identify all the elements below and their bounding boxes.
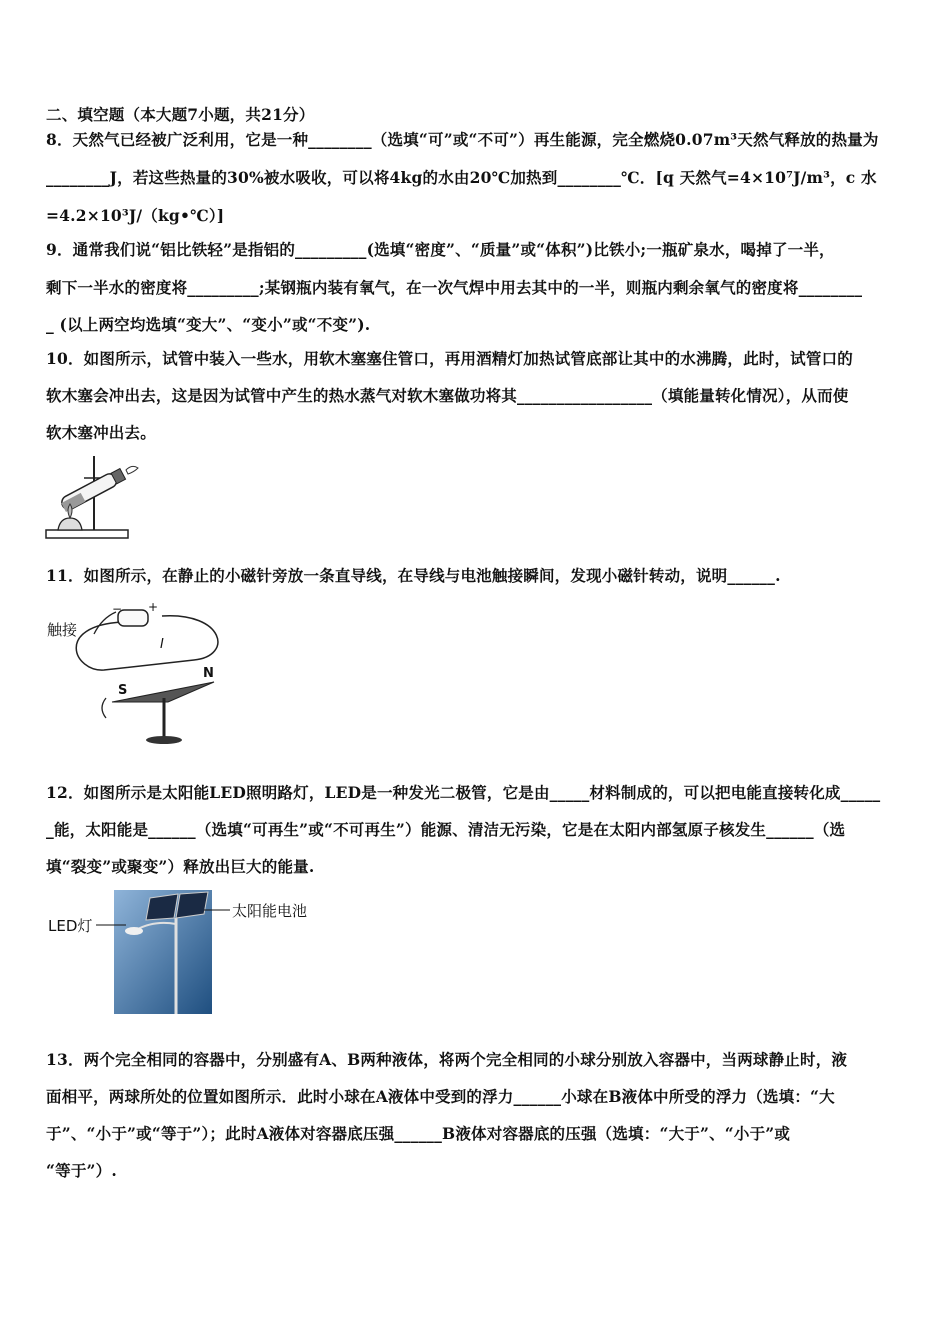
q12-line1: 12．如图所示是太阳能LED照明路灯，LED是一种发光二极管，它是由_____材料制成的，可以把电能直接转化成_____ bbox=[46, 783, 881, 802]
solar-pointer bbox=[204, 906, 230, 914]
q10-line3: 软木塞冲出去。 bbox=[46, 423, 156, 442]
battery-minus: − bbox=[112, 602, 123, 616]
solar-panel-left bbox=[146, 894, 178, 920]
battery-plus: + bbox=[148, 600, 159, 614]
stand-base bbox=[46, 530, 128, 538]
current-label: I bbox=[160, 637, 164, 652]
test-tube-figure bbox=[42, 452, 142, 544]
q9-line1: 9．通常我们说“铝比铁轻”是指铝的_________(选填“密度”、“质量”或“体积”)比铁小;一瓶矿泉水，喝掉了一半， bbox=[46, 240, 835, 259]
solar-label: 太阳能电池 bbox=[232, 902, 308, 920]
q10-line2: 软木塞会冲出去，这是因为试管中产生的热水蒸气对软木塞做功将其_________________（填能量转化情况），从而使 bbox=[46, 386, 849, 405]
q8-line1: 8．天然气已经被广泛利用，它是一种________（选填“可”或“不可”）再生能源，完全燃烧0.07m³天然气释放的热量为 bbox=[46, 130, 879, 149]
q12-line2: _能，太阳能是______（选填“可再生”或“不可再生”）能源、清洁无污染，它是在太阳内部氢原子核发生______（选 bbox=[46, 820, 846, 839]
q13-line3: 于”、“小于”或“等于”）；此时A液体对容器底压强______B液体对容器底的压强（选填：“大于”、“小于”或 bbox=[46, 1124, 791, 1143]
steam bbox=[126, 466, 138, 474]
q11-line1: 11．如图所示，在静止的小磁针旁放一条直导线，在导线与电池触接瞬间，发现小磁针转动，说明______. bbox=[46, 566, 781, 585]
q13-line1: 13．两个完全相同的容器中，分别盛有A、B两种液体，将两个完全相同的小球分别放入容器中，当两球静止时，液 bbox=[46, 1050, 848, 1069]
solar-panel-right bbox=[176, 892, 208, 918]
q9-line2: 剩下一半水的密度将_________;某钢瓶内装有氧气，在一次气焊中用去其中的一半，则瓶内剩余氧气的密度将________ bbox=[46, 278, 863, 297]
flame bbox=[68, 504, 72, 518]
q8-line3: =4.2×10³J/（kg•℃）] bbox=[46, 206, 225, 225]
alcohol-lamp bbox=[58, 518, 82, 530]
stand-foot bbox=[146, 736, 182, 744]
section-title: 二、填空题（本大题7小题，共21分） bbox=[46, 105, 315, 124]
battery bbox=[118, 610, 148, 626]
q9-line3: _ (以上两空均选填“变大”、“变小”或“不变”). bbox=[46, 315, 371, 334]
rotation-arrow bbox=[102, 698, 106, 718]
q8-line2: ________J，若这些热量的30%被水吸收，可以将4kg的水由20℃加热到________℃．[q 天然气=4×10⁷J/m³，c 水 bbox=[46, 168, 877, 187]
touch-label: 触接 bbox=[47, 621, 78, 639]
led-label: LED灯 bbox=[48, 917, 93, 935]
south-label: S bbox=[118, 683, 128, 698]
led-lamp-head bbox=[125, 927, 143, 935]
q13-line4: “等于”）. bbox=[46, 1161, 117, 1180]
q13-line2: 面相平，两球所处的位置如图所示．此时小球在A液体中受到的浮力______小球在B液体中所受的浮力（选填：“大 bbox=[46, 1087, 835, 1106]
q10-line1: 10．如图所示，试管中装入一些水，用软木塞塞住管口，再用酒精灯加热试管底部让其中的水沸腾，此时，试管口的 bbox=[46, 349, 853, 368]
q12-line3: 填“裂变”或聚变”）释放出巨大的能量. bbox=[46, 857, 315, 876]
solar-street-light-figure bbox=[114, 890, 212, 1014]
led-pointer bbox=[96, 921, 126, 929]
north-label: N bbox=[203, 666, 214, 681]
